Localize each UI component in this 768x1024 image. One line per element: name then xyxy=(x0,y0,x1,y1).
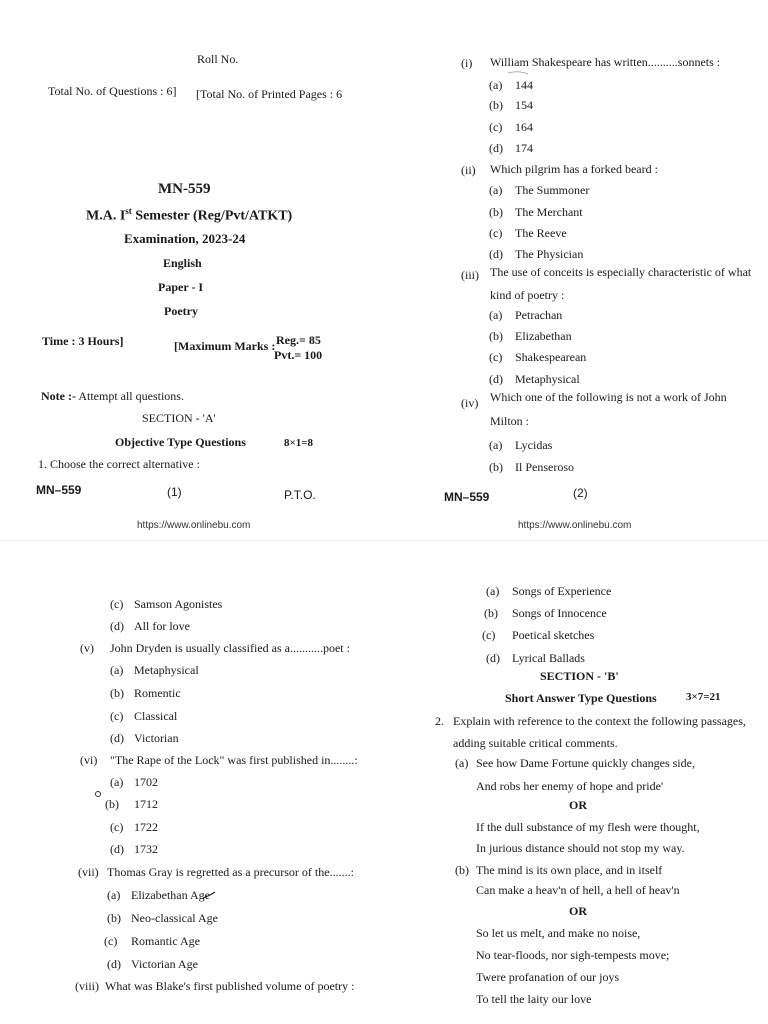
q-viii-text: What was Blake's first published volume of poetry : xyxy=(105,979,355,993)
option-text: 154 xyxy=(515,98,533,112)
q-v-text: John Dryden is usually classified as a...........poet : xyxy=(110,641,350,655)
passage-b-line2: Can make a heav'n of hell, a hell of heav'n xyxy=(476,883,680,897)
option-text: Romantic Age xyxy=(131,934,200,948)
option-text: 164 xyxy=(515,120,533,134)
q-vi-text: "The Rape of the Lock" was first published in........: xyxy=(110,753,358,767)
option-label: (a) xyxy=(489,438,503,452)
option-label: (c) xyxy=(104,934,118,948)
total-questions: Total No. of Questions : 6] xyxy=(48,84,177,98)
option-text: 1732 xyxy=(134,842,158,856)
pen-tick-mark xyxy=(203,892,215,898)
option-text: The Summoner xyxy=(515,183,590,197)
pen-scribble-mark xyxy=(508,72,528,74)
footer-pto: P.T.O. xyxy=(284,488,316,502)
option-label: (a) xyxy=(107,888,121,902)
option-text: All for love xyxy=(134,619,190,633)
option-text: 144 xyxy=(515,78,533,92)
option-text: Elizabethan xyxy=(515,329,572,343)
option-label: (d) xyxy=(489,372,503,386)
q-vii-number: (vii) xyxy=(78,865,99,879)
q-iii-text-line1: The use of conceits is especially characteristic of what xyxy=(490,265,752,279)
passage-b-line1: The mind is its own place, and in itself xyxy=(476,863,663,877)
option-text: Victorian Age xyxy=(131,957,198,971)
option-text: Neo-classical Age xyxy=(131,911,218,925)
roll-no-label: Roll No. xyxy=(197,52,239,66)
option-text: Lycidas xyxy=(515,438,553,452)
option-label: (d) xyxy=(489,141,503,155)
pen-dot-mark xyxy=(96,792,101,797)
option-label: (d) xyxy=(110,619,124,633)
option-label: (a) xyxy=(489,183,503,197)
option-label: (b) xyxy=(110,686,124,700)
section-b-title: Short Answer Type Questions xyxy=(505,691,657,705)
section-a-heading: SECTION - 'A' xyxy=(142,411,216,425)
option-label: (d) xyxy=(489,247,503,261)
option-label: (b) xyxy=(484,606,498,620)
passage-b-alt-line3: Twere profanation of our joys xyxy=(476,970,620,984)
or-divider-b: OR xyxy=(569,904,587,918)
option-text: The Reeve xyxy=(515,226,567,240)
option-text: Victorian xyxy=(134,731,179,745)
or-divider-a: OR xyxy=(569,798,587,812)
section-a-marks: 8×1=8 xyxy=(284,437,314,449)
option-label: (c) xyxy=(110,597,124,611)
option-label: (d) xyxy=(110,842,124,856)
option-label: (c) xyxy=(489,120,503,134)
option-text: Romentic xyxy=(134,686,181,700)
source-url-p1: https://www.onlinebu.com xyxy=(137,520,251,531)
passage-b-label: (b) xyxy=(455,863,469,877)
option-label: (a) xyxy=(489,308,503,322)
course-title: M.A. Ist Semester (Reg/Pvt/ATKT) xyxy=(86,206,293,224)
option-text: Classical xyxy=(134,709,178,723)
option-label: (c) xyxy=(489,226,503,240)
option-text: Metaphysical xyxy=(515,372,580,386)
pvt-marks: Pvt.= 100 xyxy=(274,348,323,362)
option-label: (a) xyxy=(486,584,500,598)
option-text: 1702 xyxy=(134,775,158,789)
source-url-p2: https://www.onlinebu.com xyxy=(518,520,632,531)
option-label: (a) xyxy=(110,663,124,677)
option-text: Elizabethan Age xyxy=(131,888,210,902)
option-label: (a) xyxy=(110,775,124,789)
q-iv-number: (iv) xyxy=(461,396,479,410)
option-text: The Physician xyxy=(515,247,584,261)
instructions-note: Note :- Attempt all questions. xyxy=(41,389,184,403)
option-label: (c) xyxy=(489,350,503,364)
q-iv-text-line1: Which one of the following is not a work of John xyxy=(490,390,727,404)
q-vii-text: Thomas Gray is regretted as a precursor of the.......: xyxy=(107,865,354,879)
footer-code-p2: MN–559 xyxy=(444,490,490,504)
exam-year: Examination, 2023-24 xyxy=(124,231,246,246)
option-label: (b) xyxy=(489,205,503,219)
option-label: (b) xyxy=(107,911,121,925)
option-text: The Merchant xyxy=(515,205,583,219)
option-label: (c) xyxy=(110,820,124,834)
section-b-marks: 3×7=21 xyxy=(686,691,721,703)
footer-page-number-p1: (1) xyxy=(167,485,182,499)
option-text: Metaphysical xyxy=(134,663,199,677)
q2-text-line2: adding suitable critical comments. xyxy=(453,736,618,750)
q-iii-text-line2: kind of poetry : xyxy=(490,288,565,302)
option-text: Samson Agonistes xyxy=(134,597,223,611)
q-viii-number: (viii) xyxy=(75,979,99,993)
option-text: 174 xyxy=(515,141,533,155)
option-text: 1722 xyxy=(134,820,158,834)
time-allowed: Time : 3 Hours] xyxy=(42,334,124,348)
q-i-number: (i) xyxy=(461,56,473,70)
paper-code: MN-559 xyxy=(158,181,211,197)
q-i-text: William Shakespeare has written..........sonnets : xyxy=(490,55,721,69)
option-text: Poetical sketches xyxy=(512,628,595,642)
option-text: Songs of Experience xyxy=(512,584,612,598)
section-a-title: Objective Type Questions xyxy=(115,435,246,449)
option-label: (c) xyxy=(482,628,496,642)
question-1-instruction: 1. Choose the correct alternative : xyxy=(38,457,200,471)
option-text: Petrachan xyxy=(515,308,563,322)
passage-a-line2: And robs her enemy of hope and pride' xyxy=(476,779,664,793)
option-text: 1712 xyxy=(134,797,158,811)
topic: Poetry xyxy=(164,304,198,318)
option-label: (d) xyxy=(107,957,121,971)
option-label: (d) xyxy=(486,651,500,665)
subject: English xyxy=(163,256,202,270)
footer-code-p1: MN–559 xyxy=(36,483,82,497)
q-ii-text: Which pilgrim has a forked beard : xyxy=(490,162,658,176)
passage-a-line1: See how Dame Fortune quickly changes side, xyxy=(476,756,695,770)
q-v-number: (v) xyxy=(80,641,94,655)
reg-marks: Reg.= 85 xyxy=(276,333,321,347)
option-label: (c) xyxy=(110,709,124,723)
option-label: (b) xyxy=(489,98,503,112)
q2-number: 2. xyxy=(435,714,444,728)
q-ii-number: (ii) xyxy=(461,163,476,177)
paper-number: Paper - I xyxy=(158,280,204,294)
option-label: (b) xyxy=(105,797,119,811)
option-text: Il Penseroso xyxy=(515,460,574,474)
footer-page-number-p2: (2) xyxy=(573,486,588,500)
passage-a-label: (a) xyxy=(455,756,469,770)
option-text: Lyrical Ballads xyxy=(512,651,585,665)
passage-a-alt-line2: In jurious distance should not stop my way. xyxy=(476,841,685,855)
option-label: (b) xyxy=(489,460,503,474)
q-iv-text-line2: Milton : xyxy=(490,414,530,428)
passage-a-alt-line1: If the dull substance of my flesh were thought, xyxy=(476,820,700,834)
q2-text-line1: Explain with reference to the context the following passages, xyxy=(453,714,746,728)
passage-b-alt-line2: No tear-floods, nor sigh-tempests move; xyxy=(476,948,670,962)
option-text: Songs of Innocence xyxy=(512,606,607,620)
option-label: (b) xyxy=(489,329,503,343)
option-label: (a) xyxy=(489,78,503,92)
q-vi-number: (vi) xyxy=(80,753,98,767)
option-text: Shakespearean xyxy=(515,350,587,364)
option-label: (d) xyxy=(110,731,124,745)
passage-b-alt-line1: So let us melt, and make no noise, xyxy=(476,926,641,940)
section-b-heading: SECTION - 'B' xyxy=(540,669,619,683)
passage-b-alt-line4: To tell the laity our love xyxy=(476,992,592,1006)
max-marks-label: [Maximum Marks : xyxy=(174,339,276,353)
total-pages: [Total No. of Printed Pages : 6 xyxy=(196,87,343,101)
q-iii-number: (iii) xyxy=(461,268,479,282)
